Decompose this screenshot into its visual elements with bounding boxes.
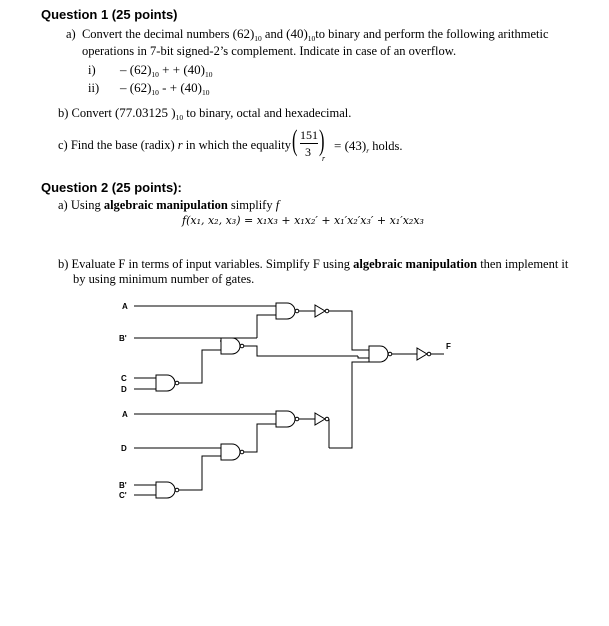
nand-gate-output (369, 346, 392, 362)
q1a-text-mid: and (261, 27, 287, 41)
nand-gate-6 (156, 482, 179, 498)
output-label-f: F (446, 342, 451, 351)
q2b-text-bold: algebraic manipulation (353, 257, 478, 271)
q1a-item-i-b-base: 10 (205, 70, 213, 79)
q1a-item-ii-label: ii) (88, 81, 100, 95)
q2a-text-bold: algebraic manipulation (103, 198, 228, 212)
nand-gate-2 (221, 338, 244, 354)
wire-inv1-to-output (329, 311, 369, 350)
inverter-1 (315, 305, 329, 317)
input-label-a1: A (122, 302, 128, 311)
q1a-item-ii-op: - + (158, 80, 181, 95)
q1a-item-i-op: + + (158, 62, 184, 77)
q1c-frac-base: r (322, 154, 326, 163)
question-2-title: Question 2 (25 points): (41, 180, 182, 195)
question-1-title: Question 1 (25 points) (41, 7, 178, 22)
q1c-paren-right: ) (319, 124, 325, 157)
q1a-item-ii-b-base: 10 (202, 88, 210, 97)
nand-gate-4 (276, 411, 299, 427)
wire-gate5-to-gate4 (244, 424, 276, 452)
q1c-paren-left: ( (292, 124, 298, 157)
input-label-d1: D (121, 385, 127, 394)
input-label-c: C (121, 374, 127, 383)
q1c-text-post: holds. (369, 139, 403, 153)
q2b-line2: by using minimum number of gates. (73, 272, 255, 286)
input-label-a2: A (122, 410, 128, 419)
q1b-label: b) (58, 106, 69, 120)
input-label-bp1: B' (119, 334, 127, 343)
q1c-radix-var: r (177, 138, 183, 152)
input-label-d2: D (121, 444, 127, 453)
wire-gate3-to-gate2 (202, 350, 221, 379)
inverter-2 (315, 413, 329, 425)
input-label-cp: C' (119, 491, 127, 500)
q1a-num2-base: 10 (307, 34, 316, 43)
q1b-text-pre: Convert (71, 106, 115, 120)
q1a-label: a) (66, 27, 76, 41)
q1c-text-mid: in which the equality (182, 138, 291, 152)
q1a-num1: (62) (232, 26, 255, 41)
q1c-rhs: = (43) (334, 138, 367, 153)
q1c-rhs-base: r (366, 146, 370, 155)
wire-gate6-to-gate5 (179, 456, 221, 490)
input-label-bp2: B' (119, 481, 127, 490)
q2a-var: f (275, 198, 280, 212)
q1c-frac-num: 151 (300, 128, 318, 142)
wire-bp1-to-gate1 (257, 315, 276, 338)
q1a-text-pre: Convert the decimal numbers (81, 27, 233, 41)
q1a-item-i-b: (40) (183, 62, 206, 77)
q1a-item-ii-b: (40) (180, 80, 203, 95)
q2a-text-pre: a) Using (58, 198, 104, 212)
q2b-text-pre: b) Evaluate F in terms of input variables. Simplify F using (58, 257, 354, 271)
q1a-item-ii-a: – (62) (120, 80, 152, 95)
q1a-num2: (40) (286, 26, 308, 41)
wire-gate3-out (179, 379, 202, 383)
q1a-item-ii-a-base: 10 (151, 88, 159, 97)
wire-inv2-to-output (329, 362, 369, 448)
inverter-output (417, 348, 431, 360)
q2a-equation: f(x₁, x₂, x₃) = x₁x₃ + x₁x₂′ + x₁′x₂′x₃′ + x₁′x₂x₃ (182, 214, 424, 227)
nand-gate-3 (156, 375, 179, 391)
q2b-text-post: then implement it (477, 257, 569, 271)
nand-gate-1 (276, 303, 299, 319)
wire-gate2-out (244, 346, 358, 356)
q1b-text-post: to binary, octal and hexadecimal. (183, 106, 352, 120)
nand-gate-5 (221, 444, 244, 460)
q1a-item-i-label: i) (88, 63, 96, 77)
q1a-item-i-a-base: 10 (151, 70, 159, 79)
q1c-frac-den: 3 (305, 145, 311, 159)
q1b-number: (77.03125 ) (114, 105, 176, 120)
q1a-num1-base: 10 (254, 34, 262, 43)
q1a-item-i-a: – (62) (120, 62, 152, 77)
q1c-text-pre: c) Find the base (radix) (58, 138, 178, 152)
q2a-text-mid: simplify (227, 198, 276, 212)
q1a-text-post: to binary and perform the following arithmetic (315, 27, 549, 41)
q1a-line2: operations in 7-bit signed-2’s complement. Indicate in case of an overflow. (82, 44, 457, 58)
wire-gate2-to-output (358, 356, 369, 358)
q1b-number-base: 10 (175, 113, 184, 122)
